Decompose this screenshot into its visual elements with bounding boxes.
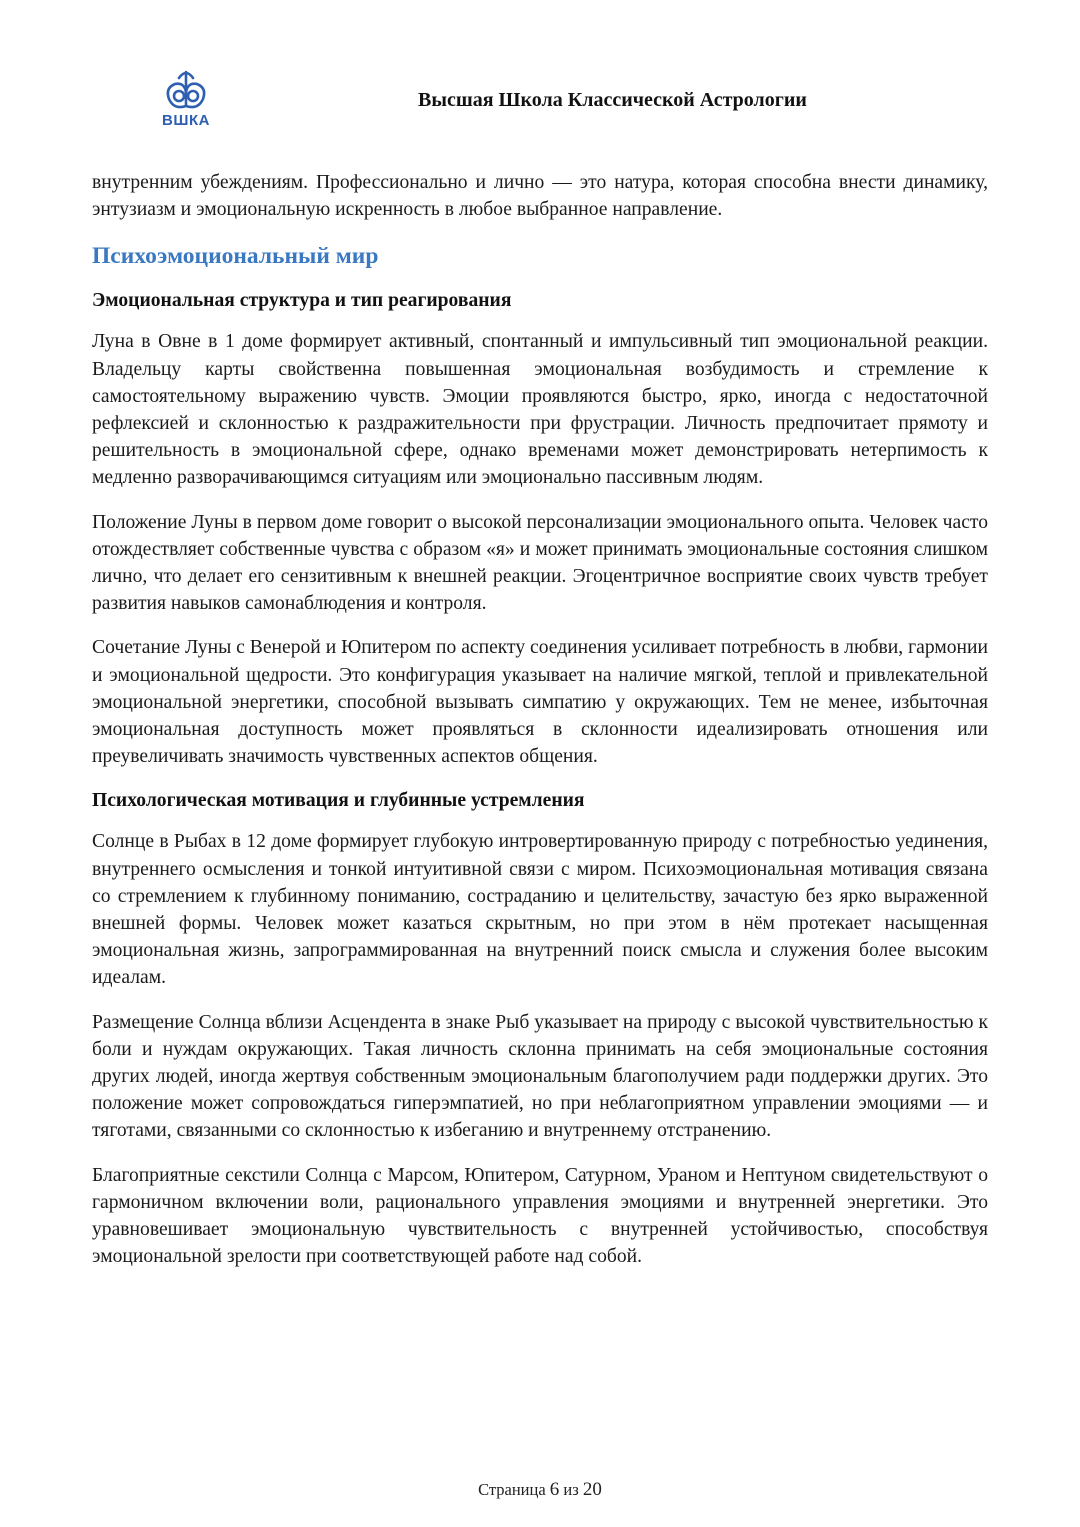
paragraph: Сочетание Луны с Венерой и Юпитером по аспекту соединения усиливает потребность в любви, гармонии и эмоциональной щедрости. Это конфигурация указывает на наличие мягкой, теплой и привлекательной эмоциональной энергетики, способной вызывать симпатию у окружающих. Тем не менее, избыточная эмоциональная доступность может проявляться в склонности идеализировать отношения или преувеличивать значимость чувственных аспектов общения. (92, 637, 988, 768)
school-name: Высшая Школа Классической Астрологии (418, 89, 807, 111)
page-current: 6 (549, 1479, 560, 1500)
school-logo (158, 66, 214, 130)
section-title: Психоэмоциональный мир (92, 243, 379, 270)
paragraph: Благоприятные секстили Солнца с Марсом, Юпитером, Сатурном, Ураном и Нептуном свидетельствуют о гармоничном включении воли, рационального управления эмоциями и внутренней энергетики. Это уравновешивает эмоциональную чувствительность с внутренней устойчивостью, способствуя эмоциональной зрелости при соответствующей работе над собой. (92, 1164, 988, 1268)
paragraph: Положение Луны в первом доме говорит о высокой персонализации эмоционального опыта. Человек часто отождествляет собственные чувства с образом «я» и может принимать эмоциональные состояния слишком лично, что делает его сензитивным к внешней реакции. Эгоцентричное восприятие своих чувств требует развития навыков самонаблюдения и контроля. (92, 511, 988, 615)
logo-text: ВШКА (162, 112, 210, 129)
paragraph: Размещение Солнца вблизи Асцендента в знаке Рыб указывает на природу с высокой чувствительностью к боли и нуждам окружающих. Такая личность склонна принимать на себя эмоциональные состояния других людей, иногда жертвуя собственным эмоциональным благополучием ради поддержки других. Это положение может сопровождаться гиперэмпатией, но при неблагоприятном управлении эмоциями — и тяготами, связанными со склонностью к избеганию и внутреннему отстранению. (92, 1011, 988, 1142)
page-footer (0, 1479, 1080, 1501)
page-header (0, 0, 1080, 150)
document-body (92, 169, 988, 1288)
astrology-emblem-icon (158, 66, 214, 112)
page-label: Страница (478, 1480, 546, 1499)
paragraph: Луна в Овне в 1 доме формирует активный, спонтанный и импульсивный тип эмоциональной реакции. Владельцу карты свойственна повышенная эмоциональная возбудимость и стремление к самостоятельному выражению чувств. Эмоции проявляются быстро, ярко, иногда с недостаточной рефлексией и склонностью к раздражительности при фрустрации. Личность предпочитает прямоту и решительность в эмоциональной сфере, однако временами может демонстрировать нетерпимость к медленно разворачивающимся ситуациям или эмоционально пассивным людям. (92, 331, 988, 489)
subsection-title-motivation: Психологическая мотивация и глубинные устремления (92, 790, 585, 812)
subsection-title-emotional-structure: Эмоциональная структура и тип реагирования (92, 290, 512, 312)
paragraph: Солнце в Рыбах в 12 доме формирует глубокую интровертированную природу с потребностью уединения, внутреннего осмысления и тонкой интуитивной связи с миром. Психоэмоциональная мотивация связана со стремлением к глубинному пониманию, состраданию и целительству, зачастую без ярко выраженной внешней формы. Человек может казаться скрытным, но при этом в нём протекает насыщенная эмоциональная жизнь, запрограммированная на внутренний поиск смысла и служения более высоким идеалам. (92, 831, 988, 989)
intro-paragraph: внутренним убеждениям. Профессионально и лично — это натура, которая способна внести динамику, энтузиазм и эмоциональную искренность в любое выбранное направление. (92, 172, 988, 221)
page-separator: из (563, 1480, 579, 1499)
page-total: 20 (582, 1479, 602, 1500)
